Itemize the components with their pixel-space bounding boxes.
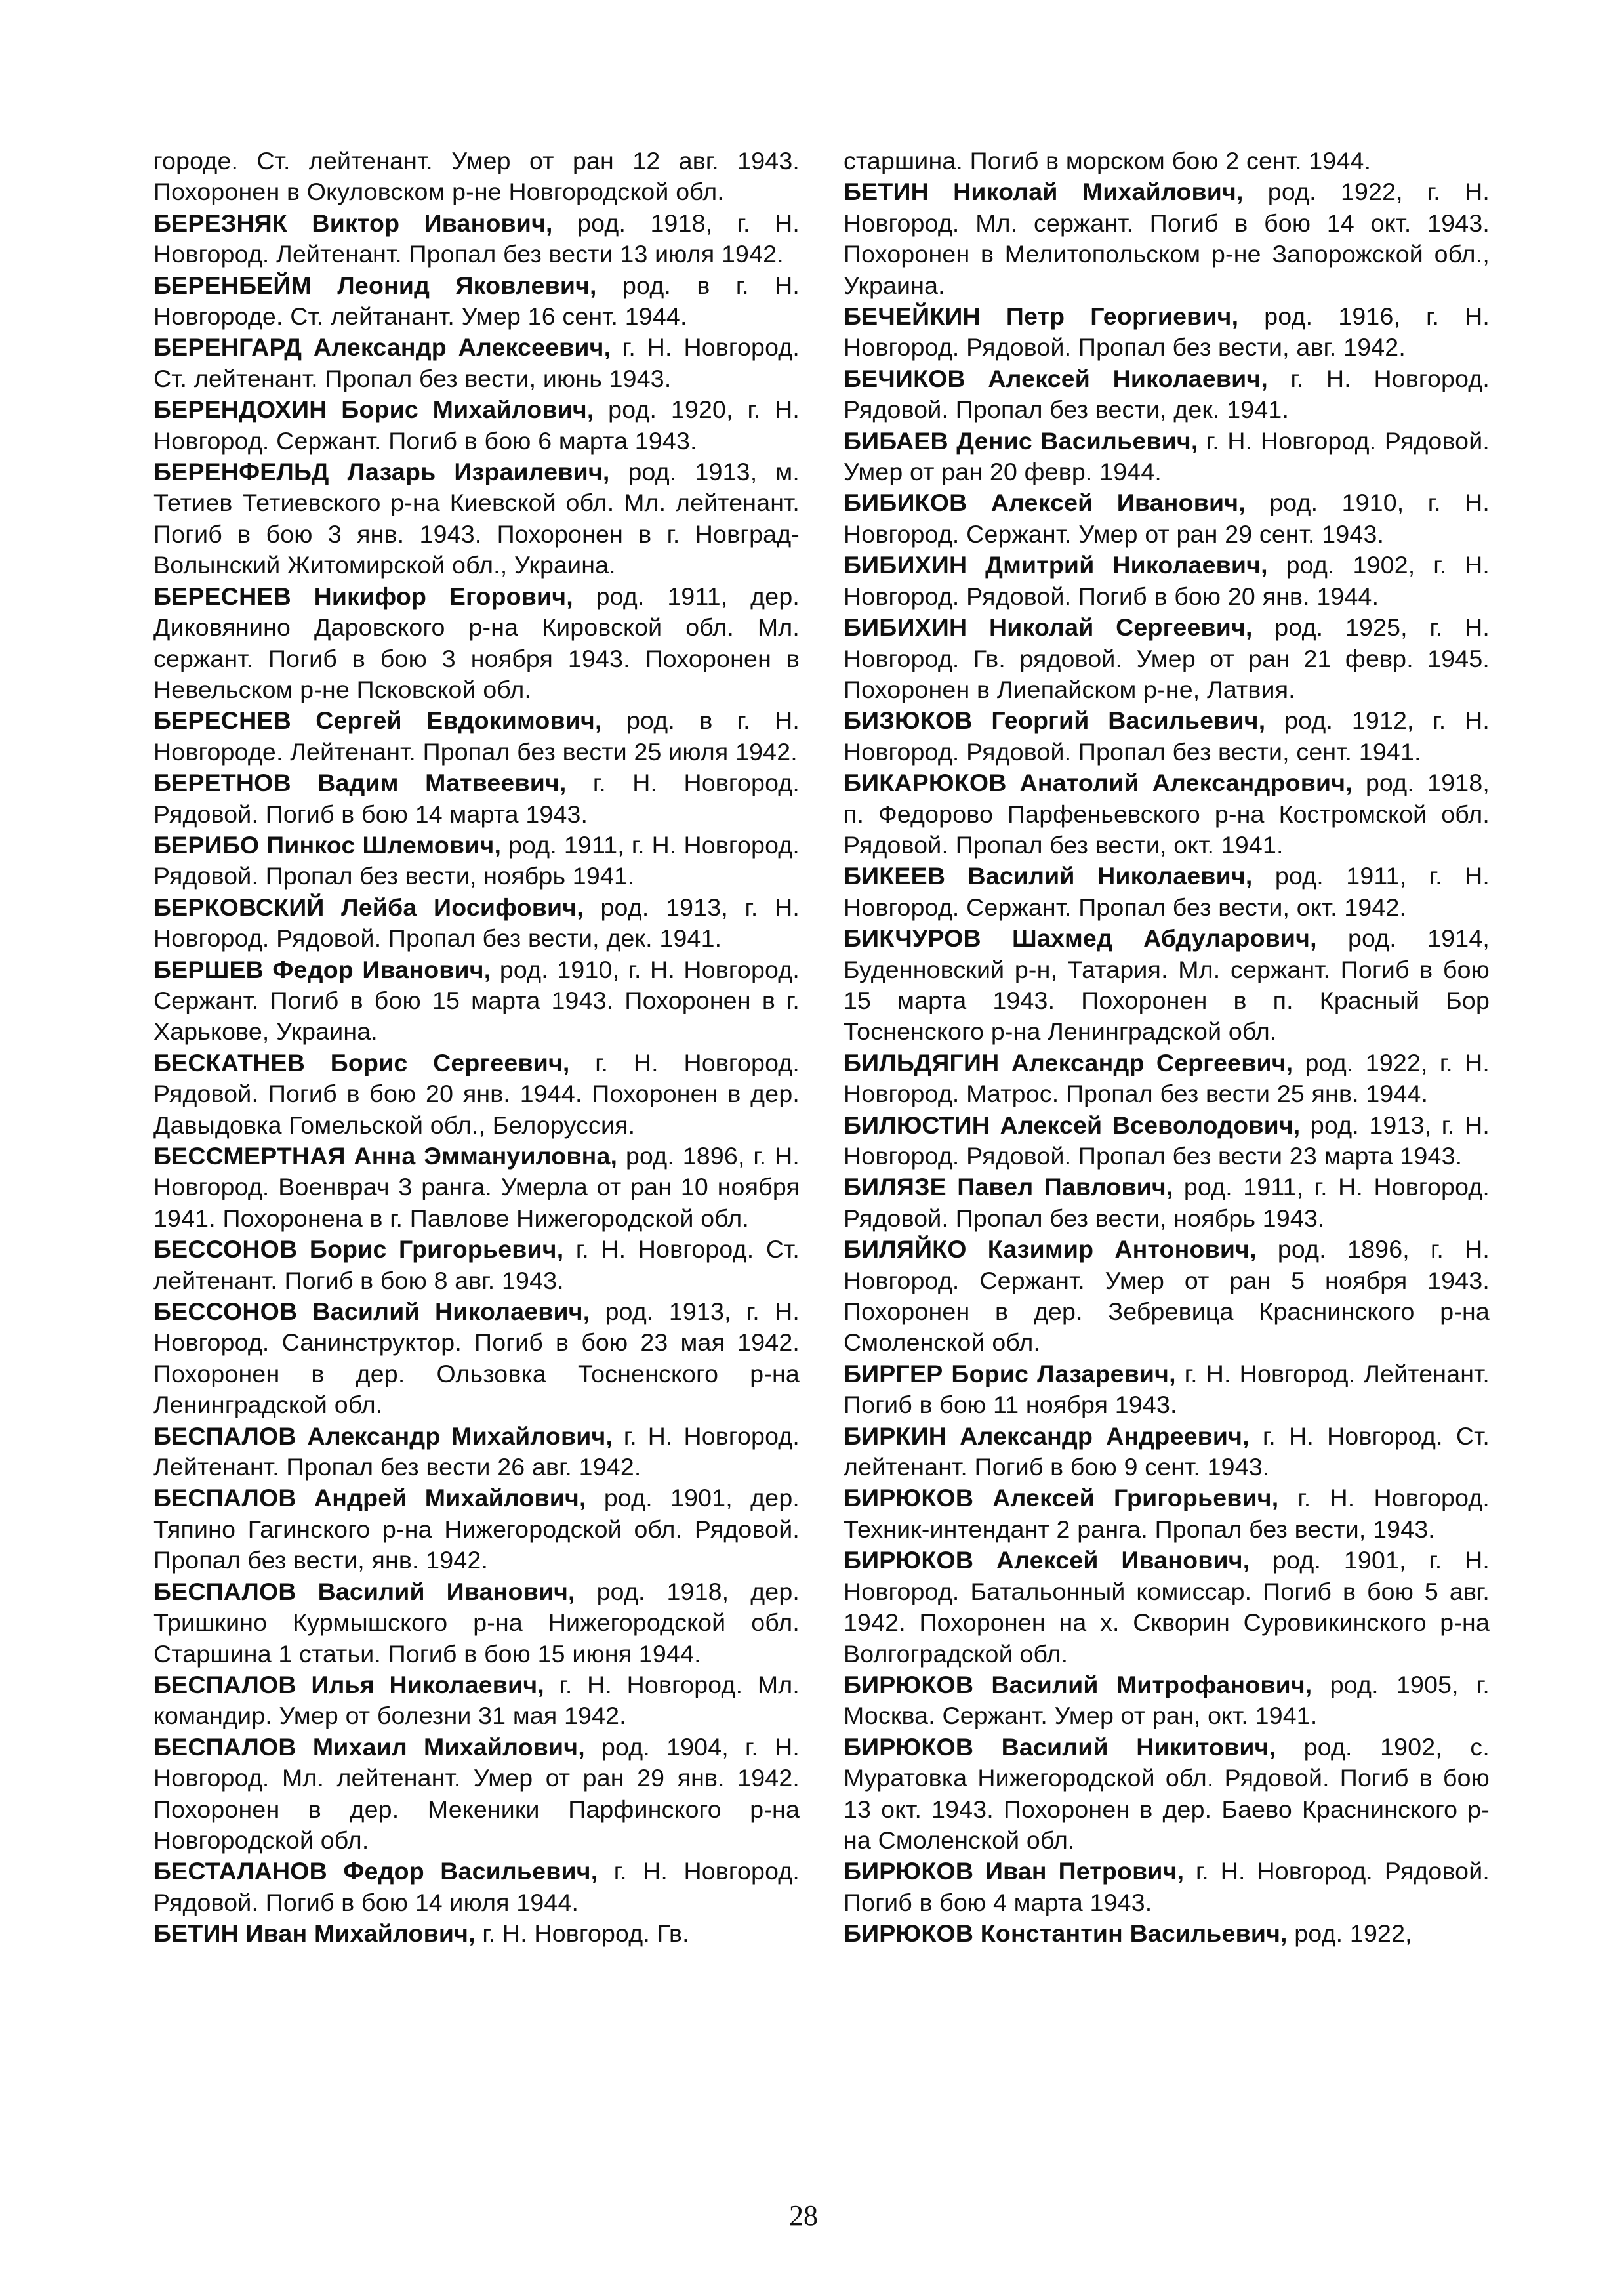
entry-text: старшина. Погиб в морском бою 2 сент. 1944. xyxy=(844,147,1372,174)
list-item xyxy=(844,1545,1490,1670)
list-item xyxy=(153,1576,800,1670)
person-name: БЕСПАЛОВ Михаил Михайлович, xyxy=(153,1732,585,1761)
list-item xyxy=(153,581,800,706)
person-name: БЕСПАЛОВ Василий Иванович, xyxy=(153,1577,575,1605)
entry-text: род. 1896, г. Н. Новгород. Военврач 3 ранга. Умерла от ран 10 ноября 1941. Похоронена в г. Павлове Нижегородской обл. xyxy=(153,1142,800,1232)
person-name: БЕРЕЗНЯК Виктор Иванович, xyxy=(153,209,553,237)
entry-text: г. Н. Новгород. Гв. xyxy=(475,1919,689,1948)
list-item xyxy=(153,270,800,333)
list-item xyxy=(844,1359,1490,1421)
entry-text: род. 1918, п. Федорово Парфеньевского р-на Костромской обл. Рядовой. Пропал без вести, окт. 1941. xyxy=(844,769,1490,859)
entry-text: род. 1896, г. Н. Новгород. Сержант. Умер от ран 5 ноября 1943. Похоронен в дер. Зебревица Краснинского р-на Смоленской обл. xyxy=(844,1235,1490,1357)
person-name: БИЛЯЗЕ Павел Павлович, xyxy=(844,1173,1173,1201)
person-name: БИБАЕВ Денис Васильевич, xyxy=(844,426,1198,455)
person-name: БЕССОНОВ Василий Николаевич, xyxy=(153,1298,590,1326)
person-name: БЕРЕНБЕЙМ Леонид Яковлевич, xyxy=(153,271,597,299)
entry-text: г. Н. Новгород. Рядовой. Погиб в бою 4 марта 1943. xyxy=(844,1857,1490,1916)
entry-text: род. 1922, г. Н. Новгород. Матрос. Пропал без вести 25 янв. 1944. xyxy=(844,1048,1490,1108)
person-name: БЕРИБО Пинкос Шлемович, xyxy=(153,830,502,859)
list-item xyxy=(844,612,1490,705)
left-column xyxy=(153,146,800,1950)
entry-text: род. 1902, г. Н. Новгород. Рядовой. Погиб в бою 20 янв. 1944. xyxy=(844,551,1490,610)
list-item xyxy=(153,954,800,1048)
entry-text: род. 1918, дер. Тришкино Курмышского р-на Нижегородской обл. Старшина 1 статьи. Погиб в бою 15 июня 1944. xyxy=(153,1577,800,1668)
list-item xyxy=(844,146,1490,176)
list-item xyxy=(153,146,800,208)
entry-text: род. 1913, г. Н. Новгород. Рядовой. Пропал без вести 23 марта 1943. xyxy=(844,1111,1490,1170)
person-name: БИБИХИН Николай Сергеевич, xyxy=(844,613,1253,642)
entry-text: род. 1911, г. Н. Новгород. Сержант. Пропал без вести, окт. 1942. xyxy=(844,862,1490,921)
list-item xyxy=(153,1048,800,1141)
list-item xyxy=(844,923,1490,1048)
list-item xyxy=(153,768,800,830)
person-name: БЕСПАЛОВ Александр Михайлович, xyxy=(153,1422,613,1450)
person-name: БИРЮКОВ Константин Васильевич, xyxy=(844,1919,1288,1948)
person-name: БИКЕЕВ Василий Николаевич, xyxy=(844,862,1253,890)
person-name: БЕСКАТНЕВ Борис Сергеевич, xyxy=(153,1048,570,1076)
list-item xyxy=(844,301,1490,363)
list-item xyxy=(153,457,800,581)
entry-text: г. Н. Новгород. Мл. командир. Умер от болезни 31 мая 1942. xyxy=(153,1670,800,1730)
list-item xyxy=(844,363,1490,426)
list-item xyxy=(153,1141,800,1234)
person-name: БЕРЕСНЕВ Сергей Евдокимович, xyxy=(153,707,602,735)
list-item xyxy=(153,1296,800,1421)
person-name: БЕСПАЛОВ Илья Николаевич, xyxy=(153,1670,544,1698)
list-item xyxy=(844,426,1490,488)
right-column xyxy=(844,146,1490,1950)
person-name: БИРГЕР Борис Лазаревич, xyxy=(844,1359,1176,1387)
entry-text: род. 1901, дер. Тяпино Гагинского р-на Нижегородской обл. Рядовой. Пропал без вести, янв. 1942. xyxy=(153,1484,800,1574)
person-name: БИРЮКОВ Алексей Григорьевич, xyxy=(844,1484,1279,1512)
list-item xyxy=(844,1483,1490,1545)
person-name: БИЛЬДЯГИН Александр Сергеевич, xyxy=(844,1048,1293,1076)
entry-text: род. 1904, г. Н. Новгород. Мл. лейтенант. Умер от ран 29 янв. 1942. Похоронен в дер. Мекеники Парфинского р-на Новгородской обл. xyxy=(153,1732,800,1854)
person-name: БЕРКОВСКИЙ Лейба Иосифович, xyxy=(153,893,584,921)
entry-text: род. в г. Н. Новгороде. Лейтенант. Пропал без вести 25 июля 1942. xyxy=(153,707,800,766)
entry-text: род. в г. Н. Новгороде. Ст. лейтанант. Умер 16 сент. 1944. xyxy=(153,271,800,331)
person-name: БИРЮКОВ Иван Петрович, xyxy=(844,1857,1185,1885)
person-name: БИЛЮСТИН Алексей Всеволодович, xyxy=(844,1111,1301,1139)
person-name: БИРЮКОВ Алексей Иванович, xyxy=(844,1546,1250,1574)
entry-text: род. 1913, г. Н. Новгород. Рядовой. Пропал без вести, дек. 1941. xyxy=(153,893,800,953)
person-name: БИКЧУРОВ Шахмед Абдуларович, xyxy=(844,924,1317,953)
list-item xyxy=(153,1732,800,1856)
entry-text: род. 1922, г. Н. Новгород. Мл. сержант. Погиб в бою 14 окт. 1943. Похоронен в Мелитопольском р-не Запорожской обл., Украина. xyxy=(844,178,1490,299)
entry-text: род. 1916, г. Н. Новгород. Рядовой. Пропал без вести, авг. 1942. xyxy=(844,302,1490,361)
person-name: БИБИХИН Дмитрий Николаевич, xyxy=(844,551,1268,579)
list-item xyxy=(844,1172,1490,1234)
list-item xyxy=(844,1856,1490,1918)
list-item xyxy=(153,705,800,768)
list-item xyxy=(844,1670,1490,1732)
person-name: БЕРЕСНЕВ Никифор Егорович, xyxy=(153,582,573,610)
list-item xyxy=(844,1732,1490,1856)
person-name: БИКАРЮКОВ Анатолий Александрович, xyxy=(844,769,1353,797)
entry-text: г. Н. Новгород. Рядовой. Погиб в бою 20 янв. 1944. Похоронен в дер. Давыдовка Гомельской обл., Белоруссия. xyxy=(153,1048,800,1139)
entry-text: род. 1901, г. Н. Новгород. Батальонный комиссар. Погиб в бою 5 авг. 1942. Похоронен на х. Скворин Суровикинского р-на Волгоградской обл. xyxy=(844,1546,1490,1668)
list-item xyxy=(153,394,800,457)
person-name: БЕРЕНГАРД Александр Алексеевич, xyxy=(153,333,611,361)
person-name: БЕСТАЛАНОВ Федор Васильевич, xyxy=(153,1857,598,1885)
entry-text: г. Н. Новгород. Рядовой. Погиб в бою 14 июля 1944. xyxy=(153,1857,800,1916)
entry-text: род. 1913, г. Н. Новгород. Санинструктор. Погиб в бою 23 мая 1942. Похоронен в дер. Ользовка Тосненского р-на Ленинградской обл. xyxy=(153,1298,800,1419)
list-item xyxy=(153,1918,800,1949)
list-item xyxy=(153,1856,800,1918)
entry-text: городе. Ст. лейтенант. Умер от ран 12 авг. 1943. Похоронен в Окуловском р-не Новгородской обл. xyxy=(153,147,800,206)
person-name: БЕСПАЛОВ Андрей Михайлович, xyxy=(153,1484,586,1512)
person-name: БИЛЯЙКО Казимир Антонович, xyxy=(844,1235,1257,1263)
list-item xyxy=(153,1670,800,1732)
list-item xyxy=(844,1048,1490,1110)
person-name: БЕРЕНДОХИН Борис Михайлович, xyxy=(153,396,594,424)
entry-text: род. 1912, г. Н. Новгород. Рядовой. Пропал без вести, сент. 1941. xyxy=(844,707,1490,766)
entry-text: г. Н. Новгород. Ст. лейтенант. Пропал без вести, июнь 1943. xyxy=(153,333,800,392)
person-name: БЕРШЕВ Федор Иванович, xyxy=(153,955,491,983)
list-item xyxy=(844,550,1490,612)
list-item xyxy=(844,1421,1490,1483)
list-item xyxy=(153,1483,800,1576)
person-name: БИРКИН Александр Андреевич, xyxy=(844,1422,1250,1450)
entry-text: род. 1925, г. Н. Новгород. Гв. рядовой. Умер от ран 21 февр. 1945. Похоронен в Лиепайском р-не, Латвия. xyxy=(844,613,1490,703)
entry-text: род. 1911, г. Н. Новгород. Рядовой. Пропал без вести, ноябрь 1943. xyxy=(844,1173,1490,1232)
entry-text: род. 1914, Буденновский р-н, Татария. Мл. сержант. Погиб в бою 15 марта 1943. Похоронен в п. Красный Бор Тосненского р-на Ленинградской обл. xyxy=(844,924,1490,1046)
person-name: БИЗЮКОВ Георгий Васильевич, xyxy=(844,707,1266,735)
list-item xyxy=(153,1421,800,1483)
entry-text: род. 1922, xyxy=(1287,1919,1412,1948)
entry-text: род. 1918, г. Н. Новгород. Лейтенант. Пропал без вести 13 июля 1942. xyxy=(153,209,800,268)
list-item xyxy=(844,861,1490,923)
list-item xyxy=(844,1234,1490,1359)
person-name: БЕССОНОВ Борис Григорьевич, xyxy=(153,1235,564,1263)
entry-text: род. 1911, дер. Диковянино Даровского р-на Кировской обл. Мл. сержант. Погиб в бою 3 ноября 1943. Похоронен в Невельском р-не Псковской обл. xyxy=(153,582,800,703)
entry-text: г. Н. Новгород. Лейтенант. Пропал без вести 26 авг. 1942. xyxy=(153,1422,800,1481)
person-name: БИБИКОВ Алексей Иванович, xyxy=(844,489,1246,517)
entry-text: род. 1913, м. Тетиев Тетиевского р-на Киевской обл. Мл. лейтенант. Погиб в бою 3 янв. 1943. Похоронен в г. Новград-Волынский Житомирской обл., Украина. xyxy=(153,458,800,579)
person-name: БИРЮКОВ Василий Никитович, xyxy=(844,1732,1276,1761)
list-item xyxy=(153,830,800,892)
person-name: БЕТИН Иван Михайлович, xyxy=(153,1919,476,1948)
list-item xyxy=(844,487,1490,550)
entry-text: род. 1905, г. Москва. Сержант. Умер от ран, окт. 1941. xyxy=(844,1670,1490,1730)
entry-text: род. 1920, г. Н. Новгород. Сержант. Погиб в бою 6 марта 1943. xyxy=(153,396,800,455)
list-item xyxy=(844,176,1490,301)
entry-text: род. 1911, г. Н. Новгород. Рядовой. Пропал без вести, ноябрь 1941. xyxy=(153,830,800,890)
entry-text: род. 1910, г. Н. Новгород. Сержант. Погиб в бою 15 марта 1943. Похоронен в г. Харькове, Украина. xyxy=(153,955,800,1046)
entry-text: г. Н. Новгород. Техник-интендант 2 ранга. Пропал без вести, 1943. xyxy=(844,1484,1490,1543)
page-number: 28 xyxy=(789,2200,818,2232)
person-name: БЕССМЕРТНАЯ Анна Эммануиловна, xyxy=(153,1142,618,1170)
entry-text: род. 1902, с. Муратовка Нижегородской обл. Рядовой. Погиб в бою 13 окт. 1943. Похоронен в дер. Баево Краснинского р-на Смоленской обл. xyxy=(844,1732,1490,1854)
person-name: БЕРЕНФЕЛЬД Лазарь Израилевич, xyxy=(153,458,610,486)
entry-text: г. Н. Новгород. Рядовой. Пропал без вести, дек. 1941. xyxy=(844,364,1490,424)
entry-text: г. Н. Новгород. Ст. лейтенант. Погиб в бою 9 сент. 1943. xyxy=(844,1422,1490,1481)
person-name: БЕТИН Николай Михайлович, xyxy=(844,178,1244,206)
list-item xyxy=(844,1110,1490,1172)
list-item xyxy=(844,768,1490,861)
person-name: БЕЧЕЙКИН Петр Георгиевич, xyxy=(844,302,1239,331)
person-name: БЕРЕТНОВ Вадим Матвеевич, xyxy=(153,769,567,797)
person-name: БИРЮКОВ Василий Митрофанович, xyxy=(844,1670,1312,1698)
list-item xyxy=(153,892,800,954)
list-item xyxy=(153,332,800,394)
list-item xyxy=(844,705,1490,768)
entry-text: г. Н. Новгород. Ст. лейтенант. Погиб в бою 8 авг. 1943. xyxy=(153,1235,800,1294)
entry-text: г. Н. Новгород. Рядовой. Умер от ран 20 февр. 1944. xyxy=(844,426,1490,486)
list-item xyxy=(153,208,800,270)
person-name: БЕЧИКОВ Алексей Николаевич, xyxy=(844,364,1268,392)
list-item xyxy=(844,1918,1490,1949)
list-item xyxy=(153,1234,800,1296)
entry-text: род. 1910, г. Н. Новгород. Сержант. Умер от ран 29 сент. 1943. xyxy=(844,489,1490,548)
entry-text: г. Н. Новгород. Рядовой. Погиб в бою 14 марта 1943. xyxy=(153,769,800,828)
entry-text: г. Н. Новгород. Лейтенант. Погиб в бою 11 ноября 1943. xyxy=(844,1359,1490,1419)
